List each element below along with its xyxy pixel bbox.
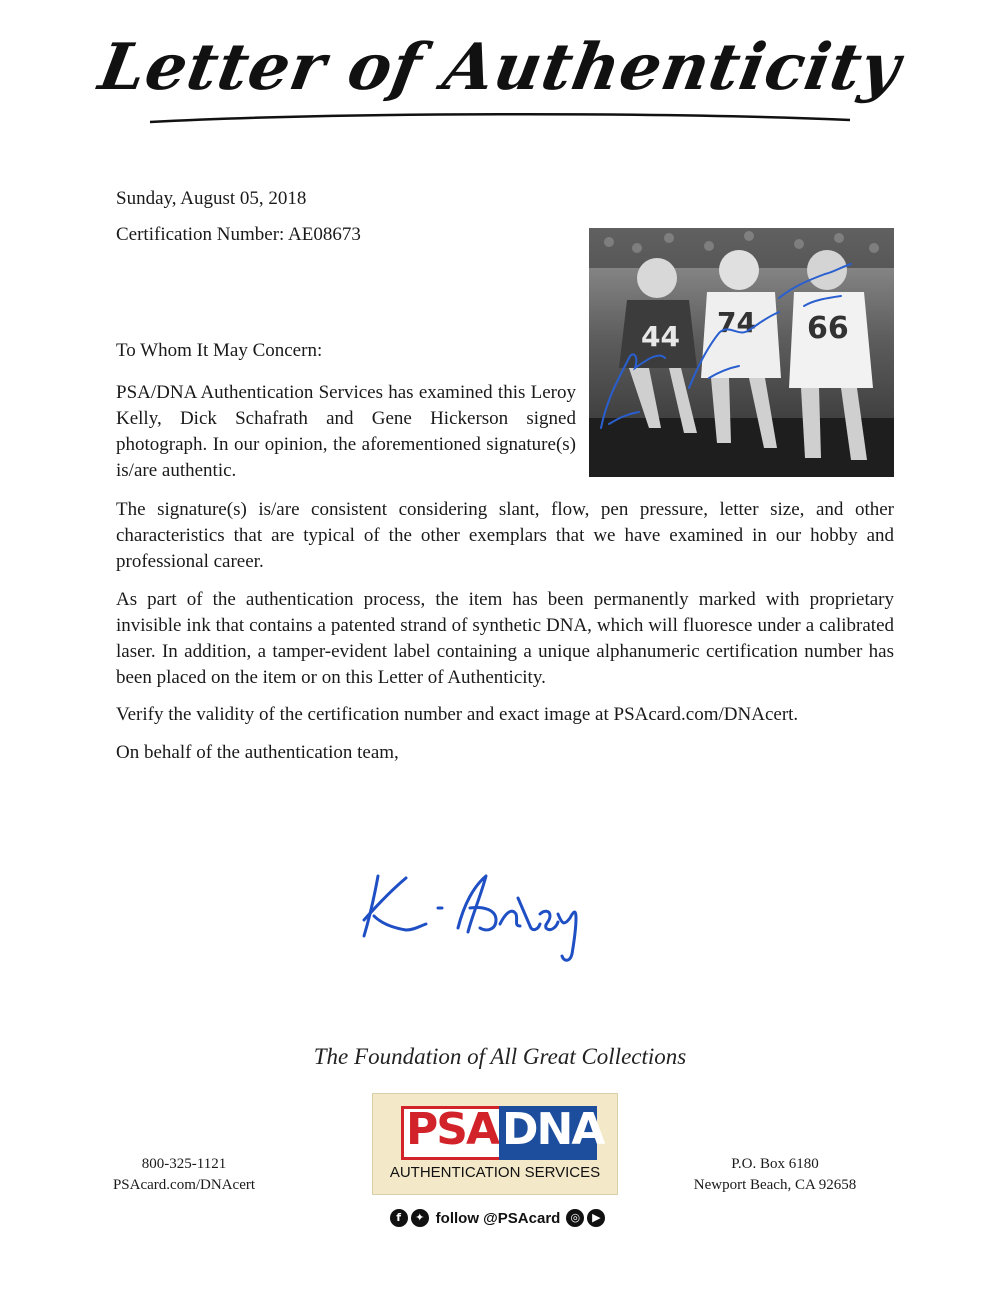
youtube-icon[interactable]: ▶: [587, 1209, 605, 1227]
facebook-icon[interactable]: f: [390, 1209, 408, 1227]
twitter-icon[interactable]: ✦: [411, 1209, 429, 1227]
social-follow: [384, 1206, 614, 1230]
signed-photograph: [589, 228, 894, 477]
process-paragraph: As part of the authentication process, the item has been permanently marked with proprietary invisible ink that contains a patented strand of synthetic DNA, which will fluoresce under a calibrated laser. In addition, a tamper-evident label containing a unique alphanumeric certification number has been placed on the item or on this Letter of Authenticity.: [116, 589, 894, 688]
website-url: PSAcard.com/DNAcert: [112, 1177, 256, 1193]
football-photo-image: [589, 228, 894, 477]
city-address: Newport Beach, CA 92658: [693, 1177, 857, 1193]
instagram-icon[interactable]: ◎: [566, 1209, 584, 1227]
logo-psa-text: PSA: [401, 1106, 503, 1160]
logo-dna-text: DNA: [499, 1106, 597, 1160]
title-underline-flourish: [140, 110, 860, 130]
po-box: P.O. Box 6180: [731, 1156, 819, 1172]
svg-text:74: 74: [717, 306, 756, 339]
contact-left: [112, 1154, 256, 1196]
handwritten-signature: [350, 858, 630, 968]
svg-text:66: 66: [807, 311, 849, 346]
letter-title: Letter of Authenticity: [93, 30, 907, 105]
tagline: The Foundation of All Great Collections: [313, 1044, 687, 1069]
follow-handle: follow @PSAcard: [435, 1209, 561, 1227]
phone-number: 800-325-1121: [141, 1156, 227, 1172]
verify-line: Verify the validity of the certification number and exact image at PSAcard.com/DNAcert.: [116, 704, 799, 725]
salutation: To Whom It May Concern:: [116, 340, 323, 361]
letter-date: Sunday, August 05, 2018: [116, 188, 307, 209]
certification-number: Certification Number: AE08673: [116, 224, 361, 245]
examination-paragraph: PSA/DNA Authentication Services has examined this Leroy Kelly, Dick Schafrath and Gene Hickerson signed photograph. In our opinion, the aforementioned signature(s) is/are authentic.: [116, 382, 576, 481]
psa-dna-logo: [372, 1093, 618, 1195]
svg-text:44: 44: [641, 320, 680, 353]
logo-subtitle: AUTHENTICATION SERVICES: [389, 1164, 601, 1181]
closing-line: On behalf of the authentication team,: [116, 742, 399, 763]
contact-right: [680, 1154, 870, 1196]
consistency-paragraph: The signature(s) is/are consistent considering slant, flow, pen pressure, letter size, and other characteristics that are typical of the other exemplars that we have examined in our hobby and professional career.: [116, 499, 894, 572]
